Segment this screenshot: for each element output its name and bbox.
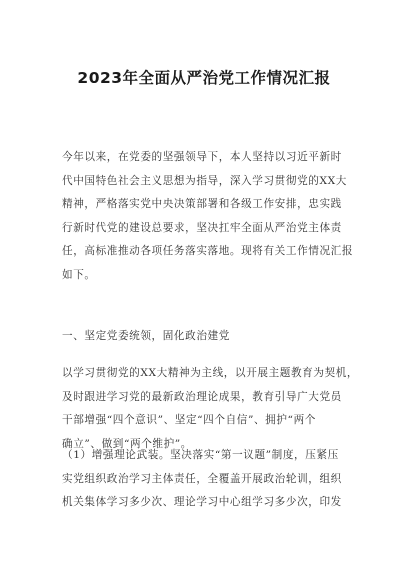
intro-line: 任，高标准推动各项任务落实落地。现将有关工作情况汇报 bbox=[62, 245, 354, 257]
section-heading bbox=[62, 325, 362, 349]
intro-line: 代中国特色社会主义思想为指导，深入学习贯彻党的XX大 bbox=[62, 174, 347, 187]
intro-paragraph bbox=[62, 146, 362, 287]
intro-line: 今年以来，在党委的坚强领导下，本人坚持以习近平新时 bbox=[62, 151, 342, 163]
section-line: 干部增强“四个意识”、坚定“四个自信”、拥护“两个 bbox=[62, 414, 316, 426]
section-heading-text: 一、坚定党委统领，固化政治建党 bbox=[62, 330, 230, 342]
intro-line: 精神，严格落实党中央决策部署和各级工作安排，忠实践 bbox=[62, 198, 342, 210]
item-line: 机关集体学习多少次、理论学习中心组学习多少次，印发 bbox=[62, 496, 342, 508]
section-line: 及时跟进学习党的最新政治理论成果，教育引导广大党员 bbox=[62, 390, 342, 403]
intro-line: 行新时代党的建设总要求，坚决扛牢全面从严治党主体责 bbox=[62, 221, 342, 234]
item-paragraph bbox=[62, 444, 362, 515]
item-line: （1）增强理论武装。坚决落实“第一议题”制度，压紧压 bbox=[62, 449, 339, 461]
section-line: 以学习贯彻党的XX大精神为主线，以开展主题教育为契机， bbox=[62, 367, 359, 379]
section-paragraph bbox=[62, 362, 362, 456]
document-title: 2023年全面从严治党工作情况汇报 bbox=[77, 69, 331, 87]
intro-line: 如下。 bbox=[62, 268, 96, 281]
item-line: 实党组织政治学习主体责任，全覆盖开展政治轮训，组织 bbox=[62, 472, 342, 485]
section-line: 确立”、做到“两个维护”。 bbox=[62, 437, 192, 450]
